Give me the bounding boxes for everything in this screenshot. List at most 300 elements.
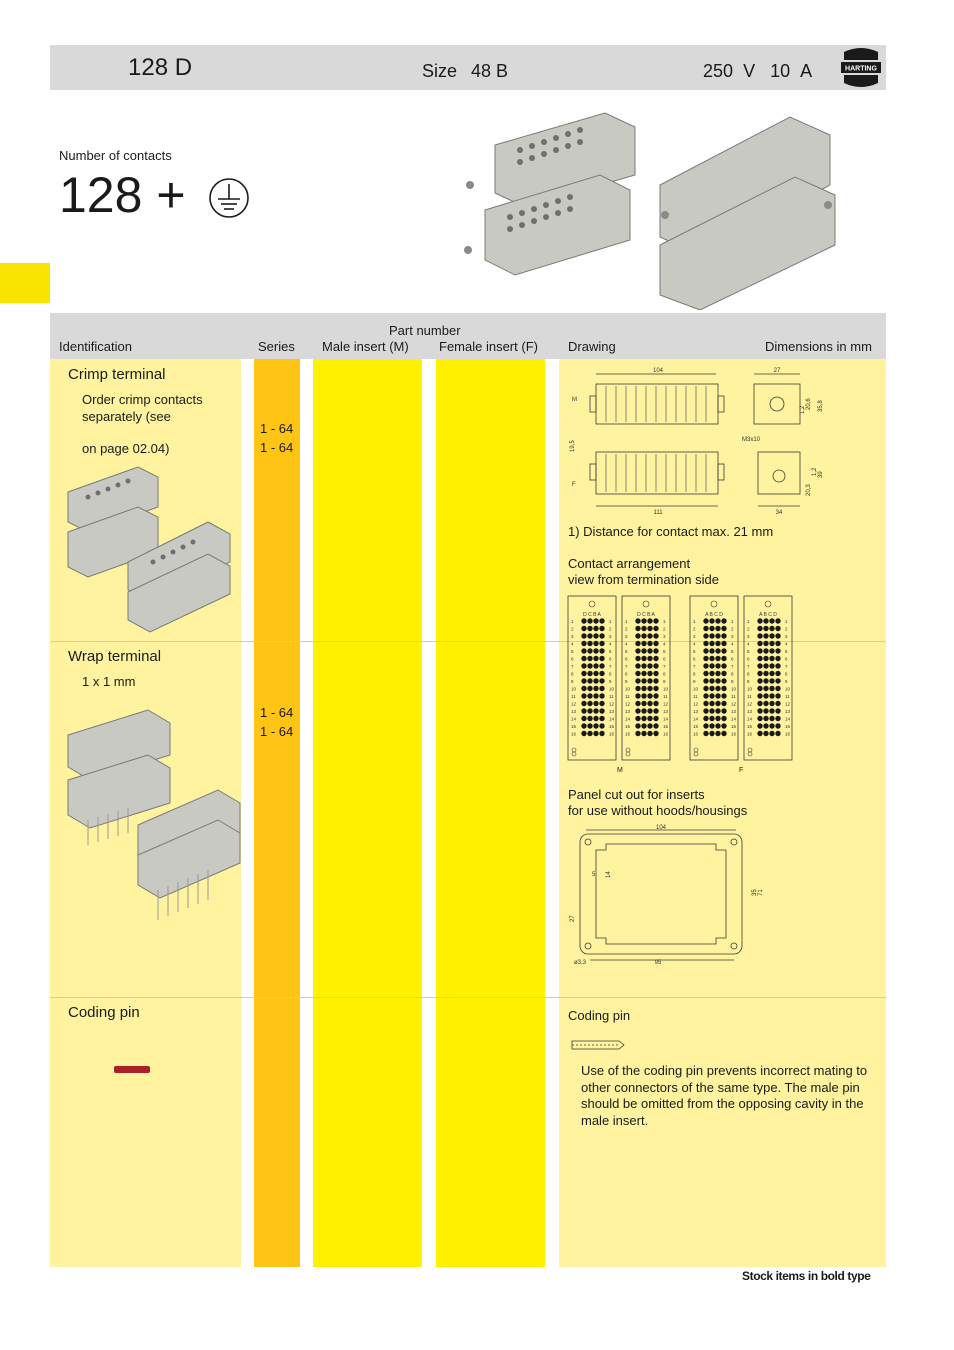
row-number: 2 [785,626,788,632]
contact-dot [703,663,708,668]
contact-dot [769,626,774,631]
mounting-hole [748,752,752,756]
contact-dot [715,641,720,646]
contact-dot [721,671,726,676]
contact-dot [653,723,658,728]
contact-dot [635,663,640,668]
crimp-note: Order crimp contacts [82,392,203,407]
row-number: 3 [625,634,628,639]
row-number: 8 [571,671,574,677]
row-number: 12 [785,701,791,707]
contact-dot [757,686,762,691]
row-number: 12 [625,701,631,707]
female-part-column [436,359,545,1267]
contact-dot [647,648,652,653]
contact-dot [715,678,720,683]
contact-dot [635,708,640,713]
row-number: 9 [625,679,628,684]
row-number: 4 [625,641,628,647]
contact-dot [599,626,604,631]
contact-dot [769,663,774,668]
row-number: 11 [609,694,614,699]
contact-dot [653,626,658,631]
contact-dot [769,641,774,646]
row-number: 12 [747,701,753,707]
row-number: 10 [747,686,753,692]
contact-dot [599,723,604,728]
contact-dot [635,693,640,698]
mounting-hole [626,748,630,752]
contact-dot [721,701,726,706]
series-value: 1 - 64 [260,421,294,436]
dimensions-header: Dimensions in mm [765,339,872,354]
contact-dot [653,678,658,683]
contact-dot [763,626,768,631]
row-number: 8 [625,671,628,677]
contact-dot [635,656,640,661]
contact-dot [715,693,720,698]
contact-dot [593,723,598,728]
row-number: 1 [571,619,574,624]
contact-dot [653,641,658,646]
contact-dot [715,686,720,691]
contact-dot [757,708,762,713]
row-number: 10 [785,686,791,692]
svg-text:F: F [572,482,576,488]
contact-dot [647,701,652,706]
contact-dot [703,618,708,623]
contact-dot [641,686,646,691]
contact-dot [757,618,762,623]
contact-dot [769,648,774,653]
svg-text:20,6: 20,6 [806,398,812,410]
row-number: 1 [785,619,788,624]
row-number: 7 [571,664,574,669]
panel-cutout-drawing [566,822,766,968]
row-number: 5 [663,649,666,654]
contact-dot [769,671,774,676]
contact-dot [775,716,780,721]
mounting-hole [572,752,576,756]
contact-dot [709,693,714,698]
row-number: 15 [663,724,669,729]
row-number: 8 [731,671,734,677]
contact-dot [769,716,774,721]
coding-pin-description: Use of the coding pin prevents incorrect mating to other connectors of the same type. The male pin should be omitted from the opposing cavity in the male insert. [581,1063,868,1128]
svg-text:35,8: 35,8 [818,400,824,412]
contact-dot [721,648,726,653]
contact-dot [763,708,768,713]
contact-dot [587,656,592,661]
row-number: 10 [731,686,737,692]
row-number: 7 [731,664,734,669]
contact-dot [593,731,598,736]
row-number: 7 [747,664,750,669]
row-number: 5 [693,649,696,654]
contact-dot [721,708,726,713]
contact-dot [769,633,774,638]
contact-dot [647,618,652,623]
row-number: 6 [693,656,696,662]
earth-contact [643,601,649,607]
row-number: 12 [571,701,577,707]
stock-items-note: Stock items in bold type [742,1269,871,1283]
contact-dot [775,648,780,653]
contact-dot [721,693,726,698]
contact-dot [757,731,762,736]
electrical-rating: 250 V 10 A [703,61,813,81]
row-number: 13 [785,709,791,714]
row-number: 11 [663,694,668,699]
contact-dot [709,656,714,661]
contact-dot [593,633,598,638]
wrap-insert-photo [58,705,243,927]
contact-dot [763,716,768,721]
contact-dot [763,693,768,698]
row-number: 14 [785,716,791,722]
contact-dot [599,671,604,676]
row-number: 12 [609,701,615,707]
svg-text:71: 71 [758,889,764,896]
contact-dot [641,716,646,721]
row-number: 12 [731,701,737,707]
svg-text:34: 34 [775,510,783,516]
column-letters: D C B A [637,612,655,618]
mounting-hole [748,748,752,752]
contacts-value: 128 + [59,167,186,223]
row-number: 3 [609,634,612,639]
contact-dot [635,686,640,691]
contact-dot [775,693,780,698]
contact-dot [593,663,598,668]
contact-dot [653,633,658,638]
row-number: 16 [571,731,577,737]
contact-dot [593,686,598,691]
contact-dot [775,656,780,661]
row-number: 9 [747,679,750,684]
row-number: 13 [571,709,577,714]
row-number: 6 [785,656,788,662]
column-letters: D C B A [583,612,601,618]
row-number: 14 [663,716,669,722]
row-number: 11 [625,694,630,699]
contact-dot [715,671,720,676]
coding-pin-drawing [569,1038,627,1052]
row-number: 14 [609,716,615,722]
contact-dot [769,618,774,623]
row-number: 3 [785,634,788,639]
contact-dot [581,656,586,661]
row-number: 2 [625,626,628,632]
row-number: 14 [625,716,631,722]
row-number: 10 [693,686,699,692]
contact-dot [653,731,658,736]
svg-text:27: 27 [773,368,781,374]
contact-dot [593,716,598,721]
contact-dot [703,723,708,728]
svg-text:5: 5 [592,872,596,878]
row-number: 10 [625,686,631,692]
series-value: 1 - 64 [260,705,294,720]
row-number: 1 [663,619,666,624]
row-number: 5 [785,649,788,654]
contact-dot [587,626,592,631]
contact-dot [721,678,726,683]
row-number: 11 [693,694,698,699]
contact-dot [599,716,604,721]
contact-dot [703,693,708,698]
contact-dot [593,641,598,646]
contact-dot [721,686,726,691]
contact-dot [721,731,726,736]
contact-dot [593,618,598,623]
row-number: 7 [693,664,696,669]
contact-dot [715,656,720,661]
contact-dot [769,678,774,683]
row-number: 5 [731,649,734,654]
contact-dot [581,731,586,736]
column-letters: A B C D [705,612,723,618]
contact-dot [587,708,592,713]
contact-dot [703,701,708,706]
row-number: 14 [747,716,753,722]
row-number: 6 [731,656,734,662]
contact-dot [721,618,726,623]
row-number: 7 [609,664,612,669]
contact-dot [653,656,658,661]
contact-dot [653,663,658,668]
contact-dot [647,723,652,728]
row-number: 10 [663,686,669,692]
row-number: 1 [731,619,734,624]
row-number: 7 [625,664,628,669]
contact-dot [641,633,646,638]
contact-dot [775,626,780,631]
contact-dot [715,618,720,623]
contact-dot [593,701,598,706]
row-number: 6 [571,656,574,662]
contact-dot [599,663,604,668]
contact-dot [775,686,780,691]
contact-dot [641,693,646,698]
contact-dot [709,701,714,706]
contact-dot [763,641,768,646]
contact-dot [757,648,762,653]
series-header: Series [258,339,295,354]
contact-dot [599,656,604,661]
contact-dot [647,678,652,683]
contact-dot [775,723,780,728]
contact-dot [763,671,768,676]
contact-dot [599,701,604,706]
m-label: M [572,397,577,403]
contact-dot [641,648,646,653]
contact-dot [721,641,726,646]
row-number: 3 [571,634,574,639]
row-number: 14 [731,716,737,722]
panel-cutout-subtitle: for use without hoods/housings [568,803,748,818]
contact-dot [715,633,720,638]
contact-dot [709,626,714,631]
contact-dot [587,731,592,736]
row-number: 9 [693,679,696,684]
drawing-header: Drawing [568,339,616,354]
contact-dot [587,671,592,676]
contact-dot [703,626,708,631]
contact-dot [581,641,586,646]
contact-dot [709,708,714,713]
svg-text:39: 39 [818,471,824,478]
contact-dot [763,686,768,691]
contact-dot [587,693,592,698]
contact-dot [647,633,652,638]
page-title: 128 D [128,54,193,81]
contact-dot [635,731,640,736]
contact-dot [653,618,658,623]
contact-dot [709,678,714,683]
contact-dot [763,633,768,638]
panel-cutout-title: Panel cut out for inserts [568,787,705,802]
row-number: 9 [571,679,574,684]
contact-dot [593,648,598,653]
contact-dot [647,671,652,676]
protective-earth-icon [208,177,250,219]
contact-dot [641,641,646,646]
contact-dot [715,723,720,728]
contact-dot [581,671,586,676]
row-number: 13 [693,709,699,714]
row-number: 8 [609,671,612,677]
contact-dot [703,731,708,736]
drawing-footnote: 1) Distance for contact max. 21 mm [568,524,774,539]
row-number: 5 [609,649,612,654]
earth-contact [589,601,595,607]
series-value: 1 - 64 [260,724,294,739]
contact-dot [647,731,652,736]
coding-pin-title: Coding pin [68,1004,140,1021]
contact-dot [599,648,604,653]
row-number: 9 [785,679,788,684]
row-number: 16 [731,731,737,737]
contact-dot [775,701,780,706]
contact-dot [641,656,646,661]
row-number: 4 [571,641,574,647]
row-number: 4 [663,641,666,647]
contact-dot [641,626,646,631]
contact-dot [599,708,604,713]
row-number: 1 [693,619,696,624]
contact-dot [715,663,720,668]
contact-dot [587,648,592,653]
contact-dot [647,656,652,661]
series-value: 1 - 64 [260,440,294,455]
row-number: 13 [663,709,669,714]
contact-dot [757,656,762,661]
row-number: 10 [571,686,577,692]
mounting-hole [626,752,630,756]
row-number: 13 [609,709,615,714]
row-number: 16 [609,731,615,737]
contact-dot [703,678,708,683]
contact-dot [775,671,780,676]
svg-text:19,5: 19,5 [570,440,576,452]
row-number: 15 [693,724,699,729]
svg-text:95: 95 [654,960,662,966]
contact-dot [715,648,720,653]
mounting-hole [572,748,576,752]
contact-dot [599,633,604,638]
contact-dot [635,723,640,728]
row-number: 9 [663,679,666,684]
contact-dot [587,701,592,706]
male-part-column [313,359,422,1267]
mounting-hole [694,752,698,756]
row-number: 3 [731,634,734,639]
contact-dot [653,716,658,721]
contact-dot [757,723,762,728]
contact-dot [647,641,652,646]
contact-dot [599,731,604,736]
contact-dot [587,641,592,646]
row-number: 9 [731,679,734,684]
row-number: 16 [663,731,669,737]
contact-dot [709,731,714,736]
dimension-drawing [566,364,832,516]
row-number: 12 [693,701,699,707]
contact-dot [641,678,646,683]
contact-dot [581,716,586,721]
row-number: 3 [663,634,666,639]
row-number: 4 [693,641,696,647]
row-number: 1 [609,619,612,624]
contact-dot [653,693,658,698]
contact-dot [709,648,714,653]
contact-dot [757,716,762,721]
contact-dot [757,693,762,698]
coding-pin-drawing-title: Coding pin [568,1008,631,1023]
contact-dot [587,723,592,728]
contact-dot [593,693,598,698]
contact-dot [721,716,726,721]
contact-dot [647,626,652,631]
contact-dot [769,656,774,661]
contact-dot [641,731,646,736]
row-number: 10 [609,686,615,692]
row-number: 13 [625,709,631,714]
row-number: 2 [693,626,696,632]
contact-dot [647,693,652,698]
contact-dot [769,708,774,713]
row-number: 1 [625,619,628,624]
row-number: 2 [731,626,734,632]
series-column [254,359,300,1267]
contact-dot [587,618,592,623]
contact-dot [593,671,598,676]
harting-logo-icon [838,46,884,89]
row-number: 4 [731,641,734,647]
section-tab [0,263,50,303]
contact-dot [647,716,652,721]
row-number: 16 [625,731,631,737]
contact-dot [581,723,586,728]
contact-dot [581,701,586,706]
contact-dot [641,708,646,713]
row-number: 16 [747,731,753,737]
contact-dot [709,618,714,623]
row-number: 2 [747,626,750,632]
contact-dot [763,663,768,668]
svg-text:27: 27 [570,915,576,922]
